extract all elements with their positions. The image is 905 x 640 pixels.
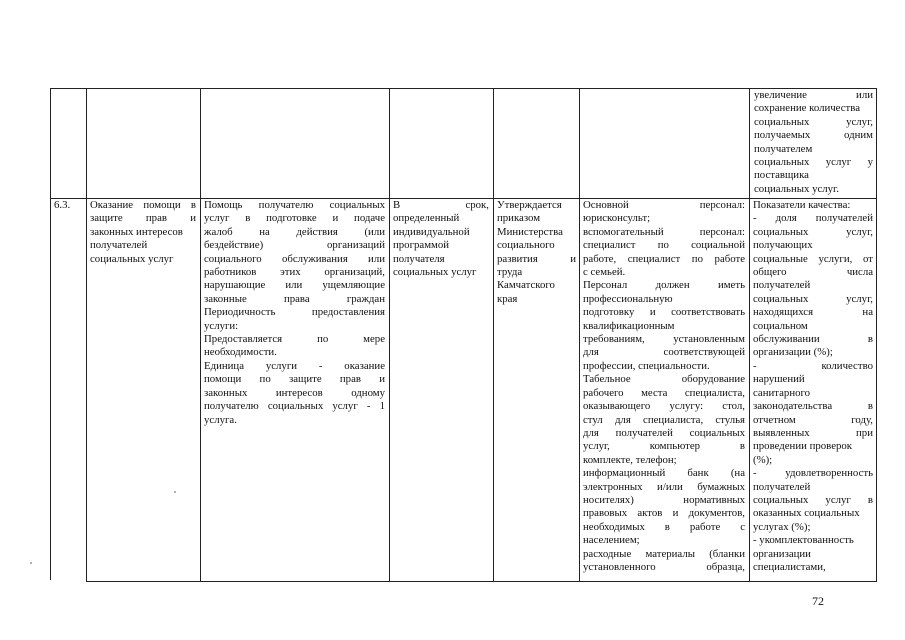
service-conditions-cell: Основной персонал: юрисконсульт; вспомогательный персонал: специалист по социальной работе, специалист по работе с семьей. Персонал должен иметь профессиональную подготовку и соответствовать квалификационным требованиям, установленным для соответствующей профессии, специальности. Табельное оборудование рабочего места специалиста, оказывающего услугу: стол, стул для специалиста, стулья для получателей социальных услуг, компьютер в комплекте, телефон; информационный банк (на электронных и/или бумажных носителях) нормативных правовых актов и документов, необходимых в работе с населением; расходные материалы (бланки установленного образца, (583, 199, 745, 573)
column-divider (86, 88, 87, 582)
column-divider (493, 88, 494, 582)
column-divider (579, 88, 580, 582)
page-number: 72 (812, 594, 824, 608)
column-divider (749, 88, 750, 582)
scan-speck (30, 562, 32, 564)
quality-indicators-cell: Показатели качества: - доля получателей социальных услуг, получающих социальные услуги, от общего числа получателей социальных услуг, находящихся на социальном обслуживании в организации (%); - количество нарушений санитарного законодательства в отчетном году, выявленных при проведении проверок (%); - удовлетворенность получателей социальных услуг в оказанных социальных услугах (%); - укомплектованность организации специалистами, (753, 199, 873, 573)
column-divider (200, 88, 201, 582)
service-term-cell: В срок, определенный индивидуальной программой получателя социальных услуг (393, 199, 489, 279)
table-bottom-border (86, 581, 877, 582)
table-top-border (50, 88, 877, 89)
scan-speck (174, 491, 176, 493)
prev-quality-cell: увеличение или сохранение количества социальных услуг, получаемых одним получателем социальных услуг у поставщика социальных услуг. (754, 89, 873, 195)
table-right-border (876, 88, 877, 582)
row-number-cell: 6.3. (54, 199, 71, 211)
service-description-cell: Помощь получателю социальных услуг в подготовке и подаче жалоб на действия (или бездействие) организаций социального обслуживания или работников этих организаций, нарушающие или ущемляющие законные права граждан Периодичность предоставления услуги: Предоставляется по мере необходимости. Единица услуги - оказание помощи по защите прав и законных интересов одному получателю социальных услуг - 1 услуга. (204, 199, 385, 426)
column-divider (389, 88, 390, 582)
table-left-border (50, 88, 51, 580)
tariff-cell: Утверждается приказом Министерства социального развития и труда Камчатского края (497, 199, 576, 305)
service-name-cell: Оказание помощи в защите прав и законных интересов получателей социальных услуг (90, 199, 196, 265)
